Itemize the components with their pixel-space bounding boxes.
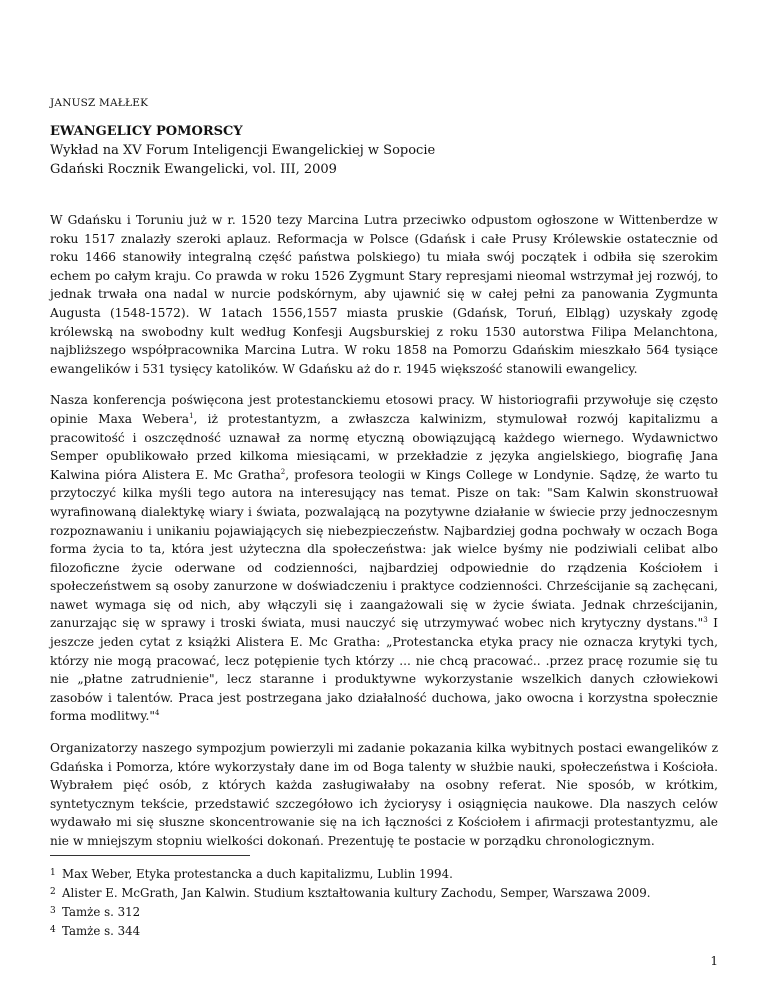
paragraph-2 [50, 391, 718, 726]
footnote [50, 902, 651, 921]
footnote-text: Tamże s. 312 [62, 905, 141, 919]
footnote-ref-4: 4 [154, 709, 160, 718]
footnote-ref-2: 2 [280, 467, 286, 476]
paragraph-1: W Gdańsku i Toruniu już w r. 1520 tezy Marcina Lutra przeciwko odpustom ogłoszone w Wittenberdze w roku 1517 znalazły szeroki aplauz. Reformacja w Polsce (Gdańsk i całe Prusy Królewskie ostatecznie od roku 1466 stanowiły integralną część państwa polskiego) tu miała swój początek i odbiła się szerokim echem po całym kraju. Co prawda w roku 1526 Zygmunt Stary represjami nieomal wstrzymał jej rozwój, to jednak trwała ona nadal w nurcie podskórnym, aby ujawnić się w całej pełni za panowania Zygmunta Augusta (1548-1572). W 1atach 1556,1557 miasta pruskie (Gdańsk, Toruń, Elbląg) uzyskały zgodę królewską na swobodny kult według Konfesji Augsburskiej z roku 1530 autorstwa Filipa Melanchtona, najbliższego współpracownika Marcina Lutra. W roku 1858 na Pomorzu Gdańskim mieszkało 564 tysiące ewangelików i 531 tysięcy katolików. W Gdańsku aż do r. 1945 większość stanowili ewangelicy. [50, 213, 718, 376]
footnote-ref-3: 3 [703, 616, 708, 625]
page-number: 1 [710, 954, 718, 968]
document-header [50, 122, 435, 179]
footnote-number: 3 [50, 906, 56, 916]
footnote-separator [50, 855, 250, 856]
footnote-number: 4 [50, 925, 56, 935]
paragraph-3: Organizatorzy naszego sympozjum powierzyli mi zadanie pokazania kilka wybitnych postaci ewangelików z Gdańska i Pomorza, które wykorzystały dane im od Boga talenty w służbie nauki, społeczeństwa i Kościoła. Wybrałem pięć osób, z których każda zasługiwałaby na osobny referat. Nie sposób, w krótkim, syntetycznym tekście, przedstawić szczegółowo ich życiorysy i osiągnięcia naukowe. Dla naszych celów wydawało mi się słuszne skoncentrowanie się na ich łączności z Kościołem i afirmacji protestantyzmu, ale nie w mniejszym stopniu wielkości dokonań. Prezentuję te postacie w porządku chronologicznym. [50, 741, 718, 848]
footnotes [50, 864, 651, 940]
footnote-number: 2 [50, 887, 56, 897]
footnote-ref-1: 1 [189, 411, 194, 420]
footnote-text: Alister E. McGrath, Jan Kalwin. Studium kształtowania kultury Zachodu, Semper, Warszawa 2009. [62, 886, 651, 900]
paragraph-2-text-a: Nasza konferencja poświęcona jest protestanckiemu etosowi pracy. W historiografii przywołuje się często opinie Maxa Webera [50, 393, 718, 426]
footnote [50, 921, 651, 940]
paragraph-2-text-c: , profesora teologii w Kings College w Londynie. Sądzę, że warto tu przytoczyć kilka myśli tego autora na interesujący nas temat. Pisze on tak: "Sam Kalwin skonstruował wyrafinowaną dialektykę wiary i świata, pozwalającą na pozytywne działanie w świecie przy jednoczesnym rozpoznawaniu i unikaniu pojawiających się niebezpieczeństw. Najbardziej godna pochwały w oczach Boga forma życia to ta, która jest użyteczna dla społeczeństwa: jak wielce byśmy nie podziwiali celibat albo filozoficzne życie oderwane od codzienności, najbardziej odpowiednie do rządzenia Kościołem i społeczeństwem są osoby zanurzone w doświadczeniu i praktyce codzienności. Chrześcijanie są zachęcani, nawet wymaga się od nich, aby włączyli się i zaangażowali się w życie świata. Jednak chrześcijanin, zanurzając się w sprawy i troski świata, musi nauczyć się utrzymywać wobec nich krytyczny dystans." [50, 467, 719, 631]
author-name: JANUSZ MAŁŁEK [50, 97, 149, 109]
footnote-number: 1 [50, 868, 56, 878]
paragraph-2-text-d: I jeszcze jeden cytat z książki Alistera E. Mc Gratha: „Protestancka etyka pracy nie oznacza krytyki tych, którzy nie mogą pracować, lecz potępienie tych którzy ... nie chcą pracować.. .przez pracę rozumie się tu nie „płatne zatrudnienie", lecz staranne i produktywne wykorzystanie wszelkich danych człowiekowi zasobów i talentów. Praca jest postrzegana jako działalność duchowa, jako owocna i korzystna społecznie forma modlitwy." [50, 616, 718, 724]
subtitle-lecture: Wykład na XV Forum Inteligencji Ewangelickiej w Sopocie [50, 143, 436, 158]
footnote [50, 864, 651, 883]
footnote [50, 883, 651, 902]
document-title: EWANGELICY POMORSCY [50, 124, 243, 139]
paragraph-2-text-b: , iż protestantyzm, a zwłaszcza kalwinizm, stymulował rozwój kapitalizmu a pracowitość i oszczędność uznawał za normę etyczną obowiązującą każdego wiernego. Wydawnictwo Semper opublikowało przed kilkoma miesiącami, w przekładzie z języka angielskiego, biografię Jana Kalwina pióra Alistera E. Mc Gratha [50, 411, 719, 482]
footnote-text: Tamże s. 344 [62, 924, 141, 938]
subtitle-source: Gdański Rocznik Ewangelicki, vol. III, 2009 [50, 162, 337, 177]
footnote-text: Max Weber, Etyka protestancka a duch kapitalizmu, Lublin 1994. [62, 867, 453, 881]
document-body [50, 211, 718, 864]
